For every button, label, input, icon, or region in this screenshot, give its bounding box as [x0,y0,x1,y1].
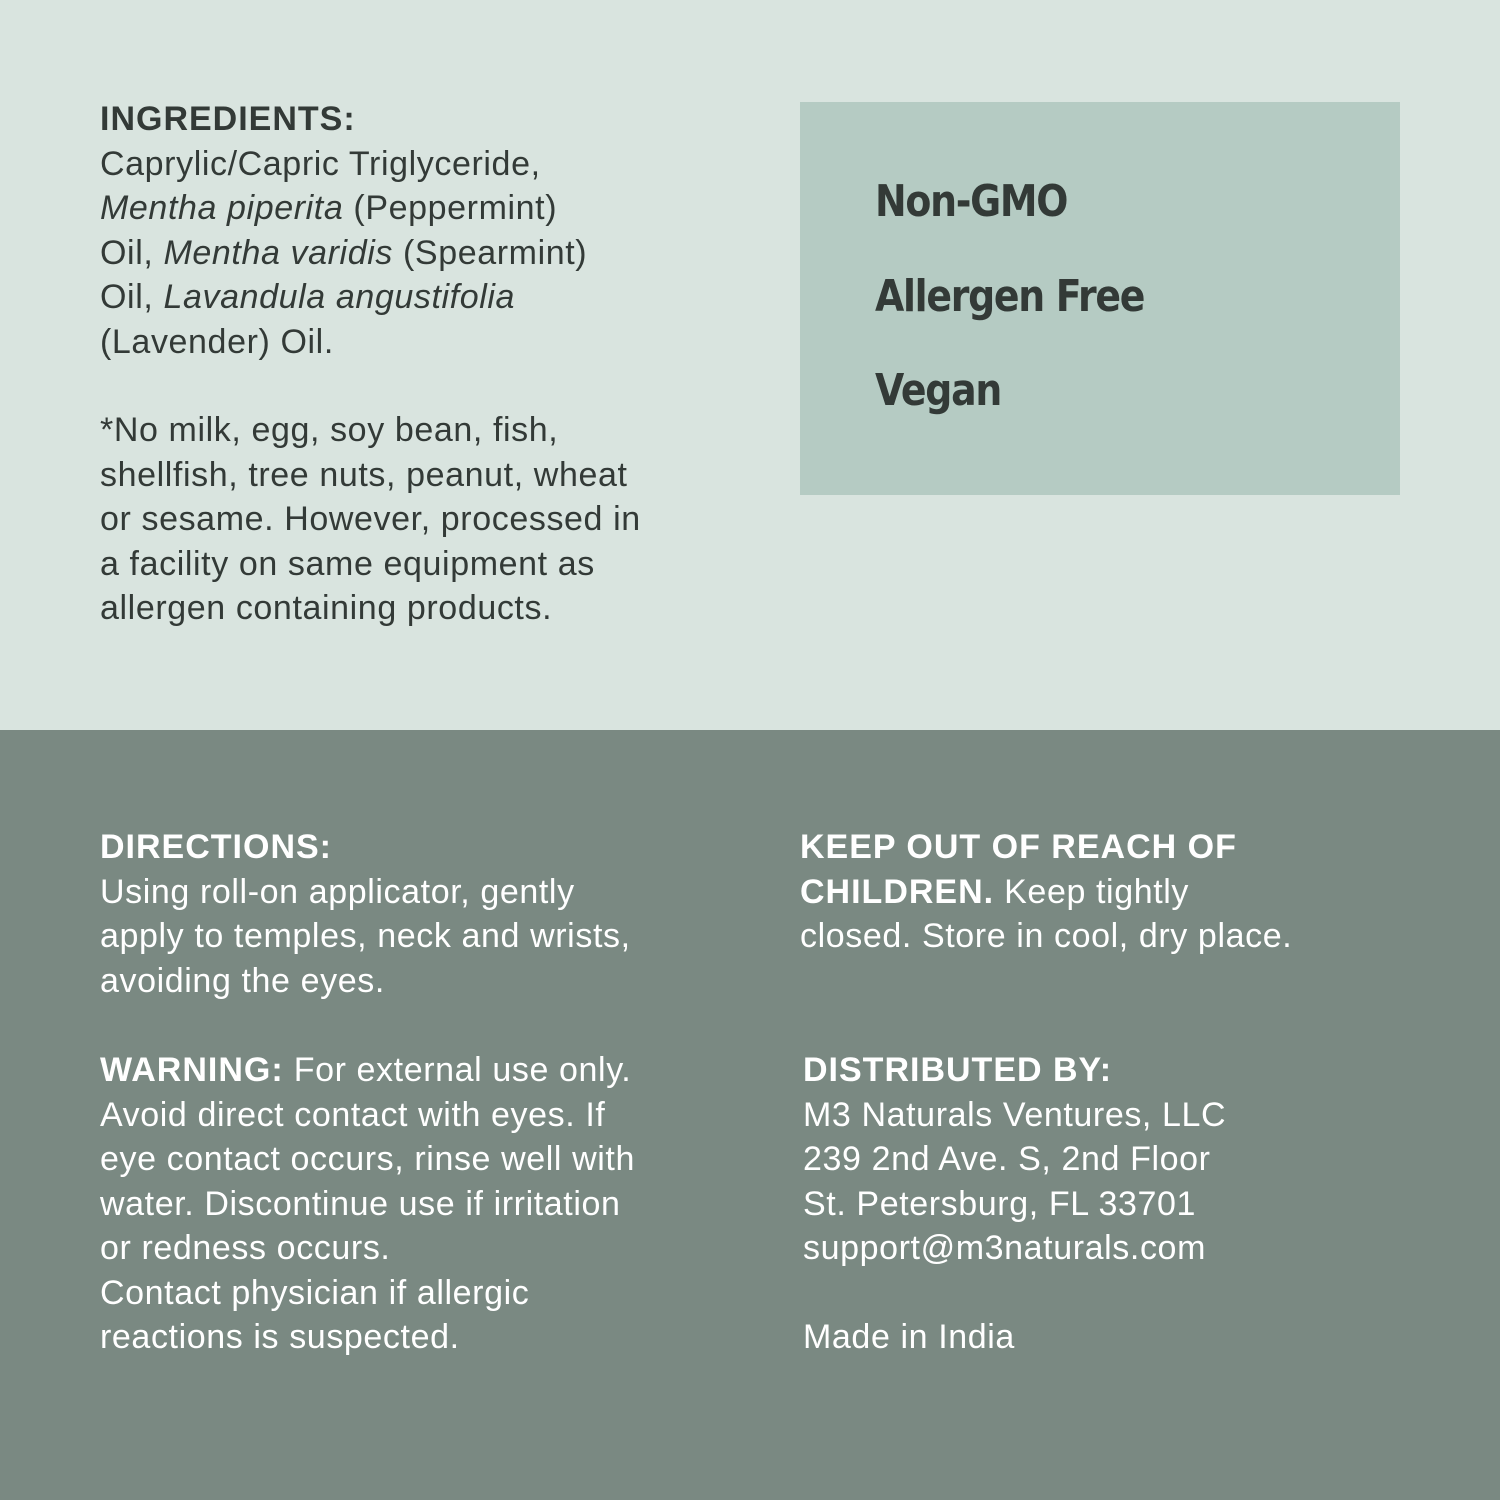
ingredient-common-name: (Peppermint) [343,189,558,227]
allergen-note-line: a facility on same equipment as [100,544,595,583]
keep-out-line [800,870,1292,915]
usage-panel [0,730,1500,1500]
claim-non-gmo: Non-GMO [875,176,1068,227]
directions-section [100,825,631,1003]
warning-heading: WARNING: [100,1051,284,1089]
ingredient-text: Oil, [100,278,164,316]
distributor-section [803,1048,1226,1360]
allergen-note-line: allergen containing products. [100,589,553,627]
ingredient-botanical-name: Lavandula angustifolia [163,278,516,316]
allergen-note-line: or sesame. However, processed in [100,500,641,538]
warning-section [100,1048,635,1360]
distributor-city: St. Petersburg, FL 33701 [803,1184,1197,1223]
ingredient-botanical-name: Mentha piperita [100,189,344,227]
warning-line: Avoid direct contact with eyes. If [100,1095,606,1134]
ingredient-line [100,231,587,276]
keep-out-line: closed. Store in cool, dry place. [800,917,1293,955]
warning-line: water. Discontinue use if irritation [100,1184,621,1223]
distributor-email: support@m3naturals.com [803,1229,1206,1267]
ingredient-line: (Lavender) Oil. [100,322,334,361]
allergen-note [100,408,641,631]
claims-box [800,102,1400,495]
warning-line: reactions is suspected. [100,1318,460,1356]
warning-line: or redness occurs. [100,1229,391,1267]
ingredient-line [100,275,587,320]
keep-out-heading-end: CHILDREN. [800,872,995,911]
claim-allergen-free: Allergen Free [875,271,1145,322]
keep-out-section [800,825,1292,959]
ingredients-heading: INGREDIENTS: [100,100,356,138]
keep-out-heading: KEEP OUT OF REACH OF [800,828,1237,866]
spacer [803,1271,1226,1316]
country-of-origin: Made in India [803,1318,1015,1356]
warning-line [100,1048,635,1093]
distributor-company: M3 Naturals Ventures, LLC [803,1095,1227,1134]
warning-line: Contact physician if allergic [100,1273,530,1312]
warning-line: eye contact occurs, rinse well with [100,1140,635,1178]
allergen-note-line: *No milk, egg, soy bean, fish, [100,411,559,449]
distributor-heading: DISTRIBUTED BY: [803,1051,1113,1089]
allergen-note-line: shellfish, tree nuts, peanut, wheat [100,455,628,494]
directions-line: Using roll-on applicator, gently [100,872,575,911]
ingredient-text: Oil, [100,233,164,272]
warning-text: For external use only. [283,1051,632,1089]
claim-vegan: Vegan [875,365,1001,416]
ingredients-panel [0,0,1500,730]
distributor-address: 239 2nd Ave. S, 2nd Floor [803,1140,1211,1178]
keep-out-text: Keep tightly [994,872,1190,911]
ingredient-line: Caprylic/Capric Triglyceride, [100,144,541,183]
ingredient-botanical-name: Mentha varidis [163,233,393,272]
ingredient-common-name: (Spearmint) [392,233,588,272]
directions-line: avoiding the eyes. [100,961,385,1000]
ingredient-line [100,186,587,231]
directions-line: apply to temples, neck and wrists, [100,917,631,955]
directions-heading: DIRECTIONS: [100,828,332,866]
ingredients-section [100,97,587,364]
